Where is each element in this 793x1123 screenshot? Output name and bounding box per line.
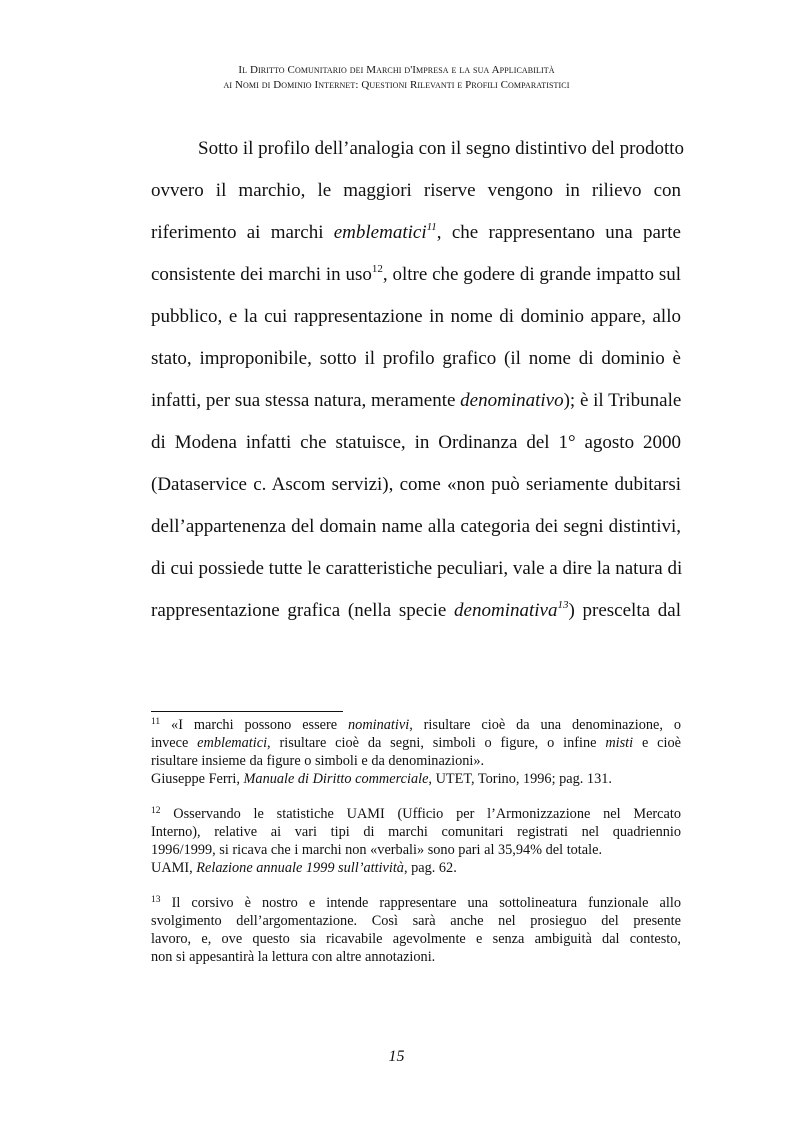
footnote-ref-13[interactable]: 13 [557,599,569,611]
footnote-number: 13 [151,895,161,905]
page-number: 15 [388,1048,405,1065]
body-line: stato, improponibile, sotto il profilo grafico (il nome di dominio è [151,348,681,369]
body-line [151,254,681,296]
italic-term: denominativa [454,600,558,621]
text-run: UAMI, [151,860,197,876]
text-run: , risultare cioè da segni, simboli o figure, o infine [267,735,606,751]
body-line: ovvero il marchio, le maggiori riserve vengono in rilievo con [151,180,681,201]
text-run: ); è il Tribunale [563,390,682,411]
footnote-line [151,894,681,912]
footnote-13 [151,894,681,966]
text-run: Giuseppe Ferri, [151,771,244,787]
text-run: , risultare cioè da una denominazione, o [409,717,681,733]
italic-term: misti [605,735,634,751]
footnote-line [151,716,681,734]
footnote-line [151,734,681,752]
text-run: rappresentazione grafica (nella specie [151,600,455,621]
text-run: , che rappresentano una parte [436,222,681,243]
running-header-line-1: Il Diritto Comunitario dei Marchi d'Impresa e la sua Applicabilità [238,64,555,76]
footnotes [151,716,681,983]
footnote-separator [151,711,343,712]
italic-term: denominativo [460,390,564,411]
footnote-number: 12 [151,806,161,816]
body-line: (Dataservice c. Ascom servizi), come «non può seriamente dubitarsi [151,474,681,495]
text-run: riferimento ai marchi [151,222,334,243]
footnote-line: svolgimento dell’argomentazione. Così sarà anche nel prosieguo del presente [151,913,681,929]
body-line [151,212,681,254]
report-title: Relazione annuale 1999 sull’attività [196,860,404,876]
footnote-number: 11 [151,717,161,727]
body-paragraph [151,128,685,632]
footnote-line: risultare insieme da figure o simboli e da denominazioni». [151,753,485,769]
text-run: , UTET, Torino, 1996; pag. 131. [428,771,612,787]
footnote-line: lavoro, e, ove questo sia ricavabile agevolmente e senza ambiguità dal contesto, [151,931,681,947]
text-run: consistente dei marchi in uso [151,264,372,285]
footnote-line: non si appesantirà la lettura con altre annotazioni. [151,949,436,965]
book-title: Manuale di Diritto commerciale [243,771,429,787]
body-line [151,590,681,632]
body-line: di Modena infatti che statuisce, in Ordinanza del 1° agosto 2000 [151,432,681,453]
body-line: di cui possiede tutte le caratteristiche peculiari, vale a dire la natura di [151,558,683,579]
text-run: e cioè [633,735,681,751]
footnote-11 [151,716,681,788]
footnote-line: Interno), relative ai vari tipi di marchi comunitari registrati nel quadriennio [151,824,681,840]
text-run: , pag. 62. [403,860,457,876]
body-line: pubblico, e la cui rappresentazione in nome di dominio appare, allo [151,306,681,327]
text-run: Il corsivo è nostro e intende rappresentare una sottolineatura funzionale allo [160,895,681,911]
italic-term: nominativi [348,717,410,733]
footnote-citation [151,770,681,788]
body-line: dell’appartenenza del domain name alla categoria dei segni distintivi, [151,516,681,537]
text-run: «I marchi possono essere [160,717,349,733]
body-line [151,380,681,422]
footnote-ref-12[interactable]: 12 [371,263,383,275]
text-run: infatti, per sua stessa natura, meramente [151,390,461,411]
italic-term: emblematici [197,735,268,751]
text-run: , oltre che godere di grande impatto sul [382,264,681,285]
body-line: Sotto il profilo dell’analogia con il segno distintivo del prodotto [198,138,685,159]
footnote-line [151,805,681,823]
italic-term: emblematici [333,222,427,243]
footnote-ref-11[interactable]: 11 [426,221,437,233]
text-run: Osservando le statistiche UAMI (Ufficio per l’Armonizzazione nel Mercato [160,806,681,822]
text-run: ) prescelta dal [568,600,681,621]
footnote-line: 1996/1999, si ricava che i marchi non «verbali» sono pari al 35,94% del totale. [151,842,603,858]
running-header-line-2: ai Nomi di Dominio Internet: Questioni Rilevanti e Profili Comparatistici [223,79,570,91]
footnote-citation [151,859,681,877]
text-run: invece [151,735,198,751]
running-header [0,63,793,93]
footnote-12 [151,805,681,877]
